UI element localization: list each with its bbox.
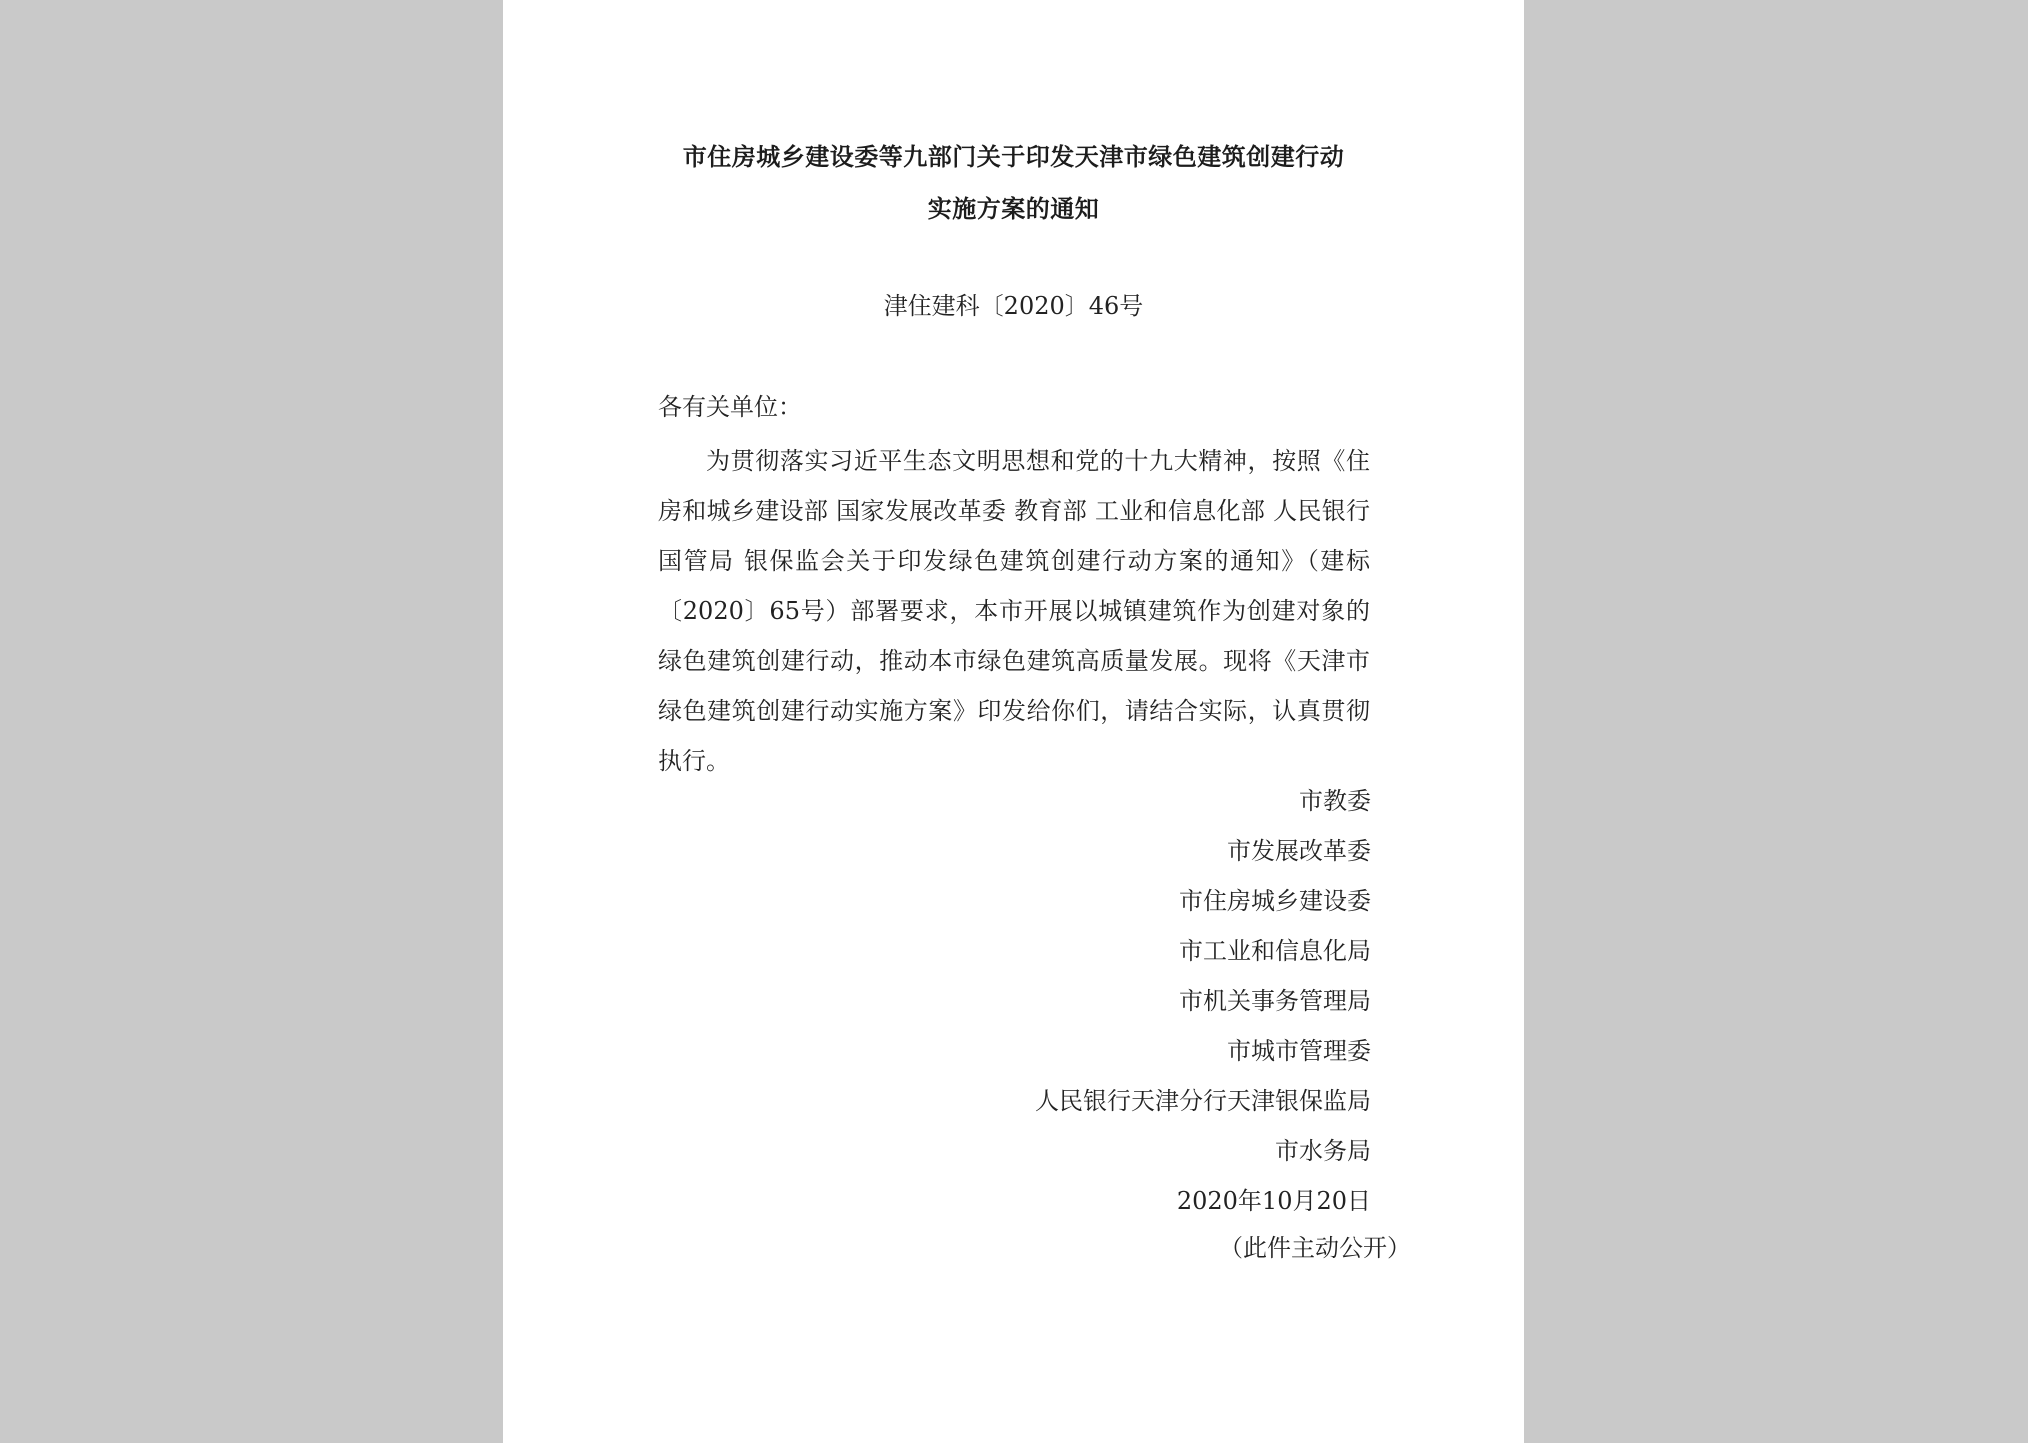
signer-government-affairs: 市机关事务管理局	[1179, 987, 1371, 1015]
signer-development-reform: 市发展改革委	[1227, 837, 1371, 865]
signer-urban-management: 市城市管理委	[1227, 1037, 1371, 1065]
signer-pboc-cbirc: 人民银行天津分行天津银保监局	[1035, 1087, 1371, 1115]
disclosure-note: （此件主动公开）	[1219, 1234, 1411, 1262]
body-paragraph: 为贯彻落实习近平生态文明思想和党的十九大精神，按照《住房和城乡建设部 国家发展改革委 教育部 工业和信息化部 人民银行 国管局 银保监会关于印发绿色建筑创建行动方案的通知》（建标〔2020〕65号）部署要求，本市开展以城镇建筑作为创建对象的绿色建筑创建行动，推动本市绿色建筑高质量发展。现将《天津市绿色建筑创建行动实施方案》印发给你们，请结合实际，认真贯彻执行。	[658, 447, 1370, 775]
signer-list	[1035, 776, 1371, 1226]
document-number: 津住建科〔2020〕46号	[883, 292, 1144, 320]
issue-date: 2020年10月20日	[1176, 1187, 1371, 1215]
document-page	[503, 0, 1524, 1443]
signer-water-affairs: 市水务局	[1275, 1137, 1371, 1165]
document-title-line-1: 市住房城乡建设委等九部门关于印发天津市绿色建筑创建行动	[682, 143, 1345, 171]
document-title-line-2: 实施方案的通知	[927, 195, 1100, 223]
signer-industry-it: 市工业和信息化局	[1179, 937, 1371, 965]
signer-housing-construction: 市住房城乡建设委	[1179, 887, 1371, 915]
signer-education: 市教委	[1299, 787, 1371, 815]
salutation: 各有关单位：	[658, 393, 802, 421]
